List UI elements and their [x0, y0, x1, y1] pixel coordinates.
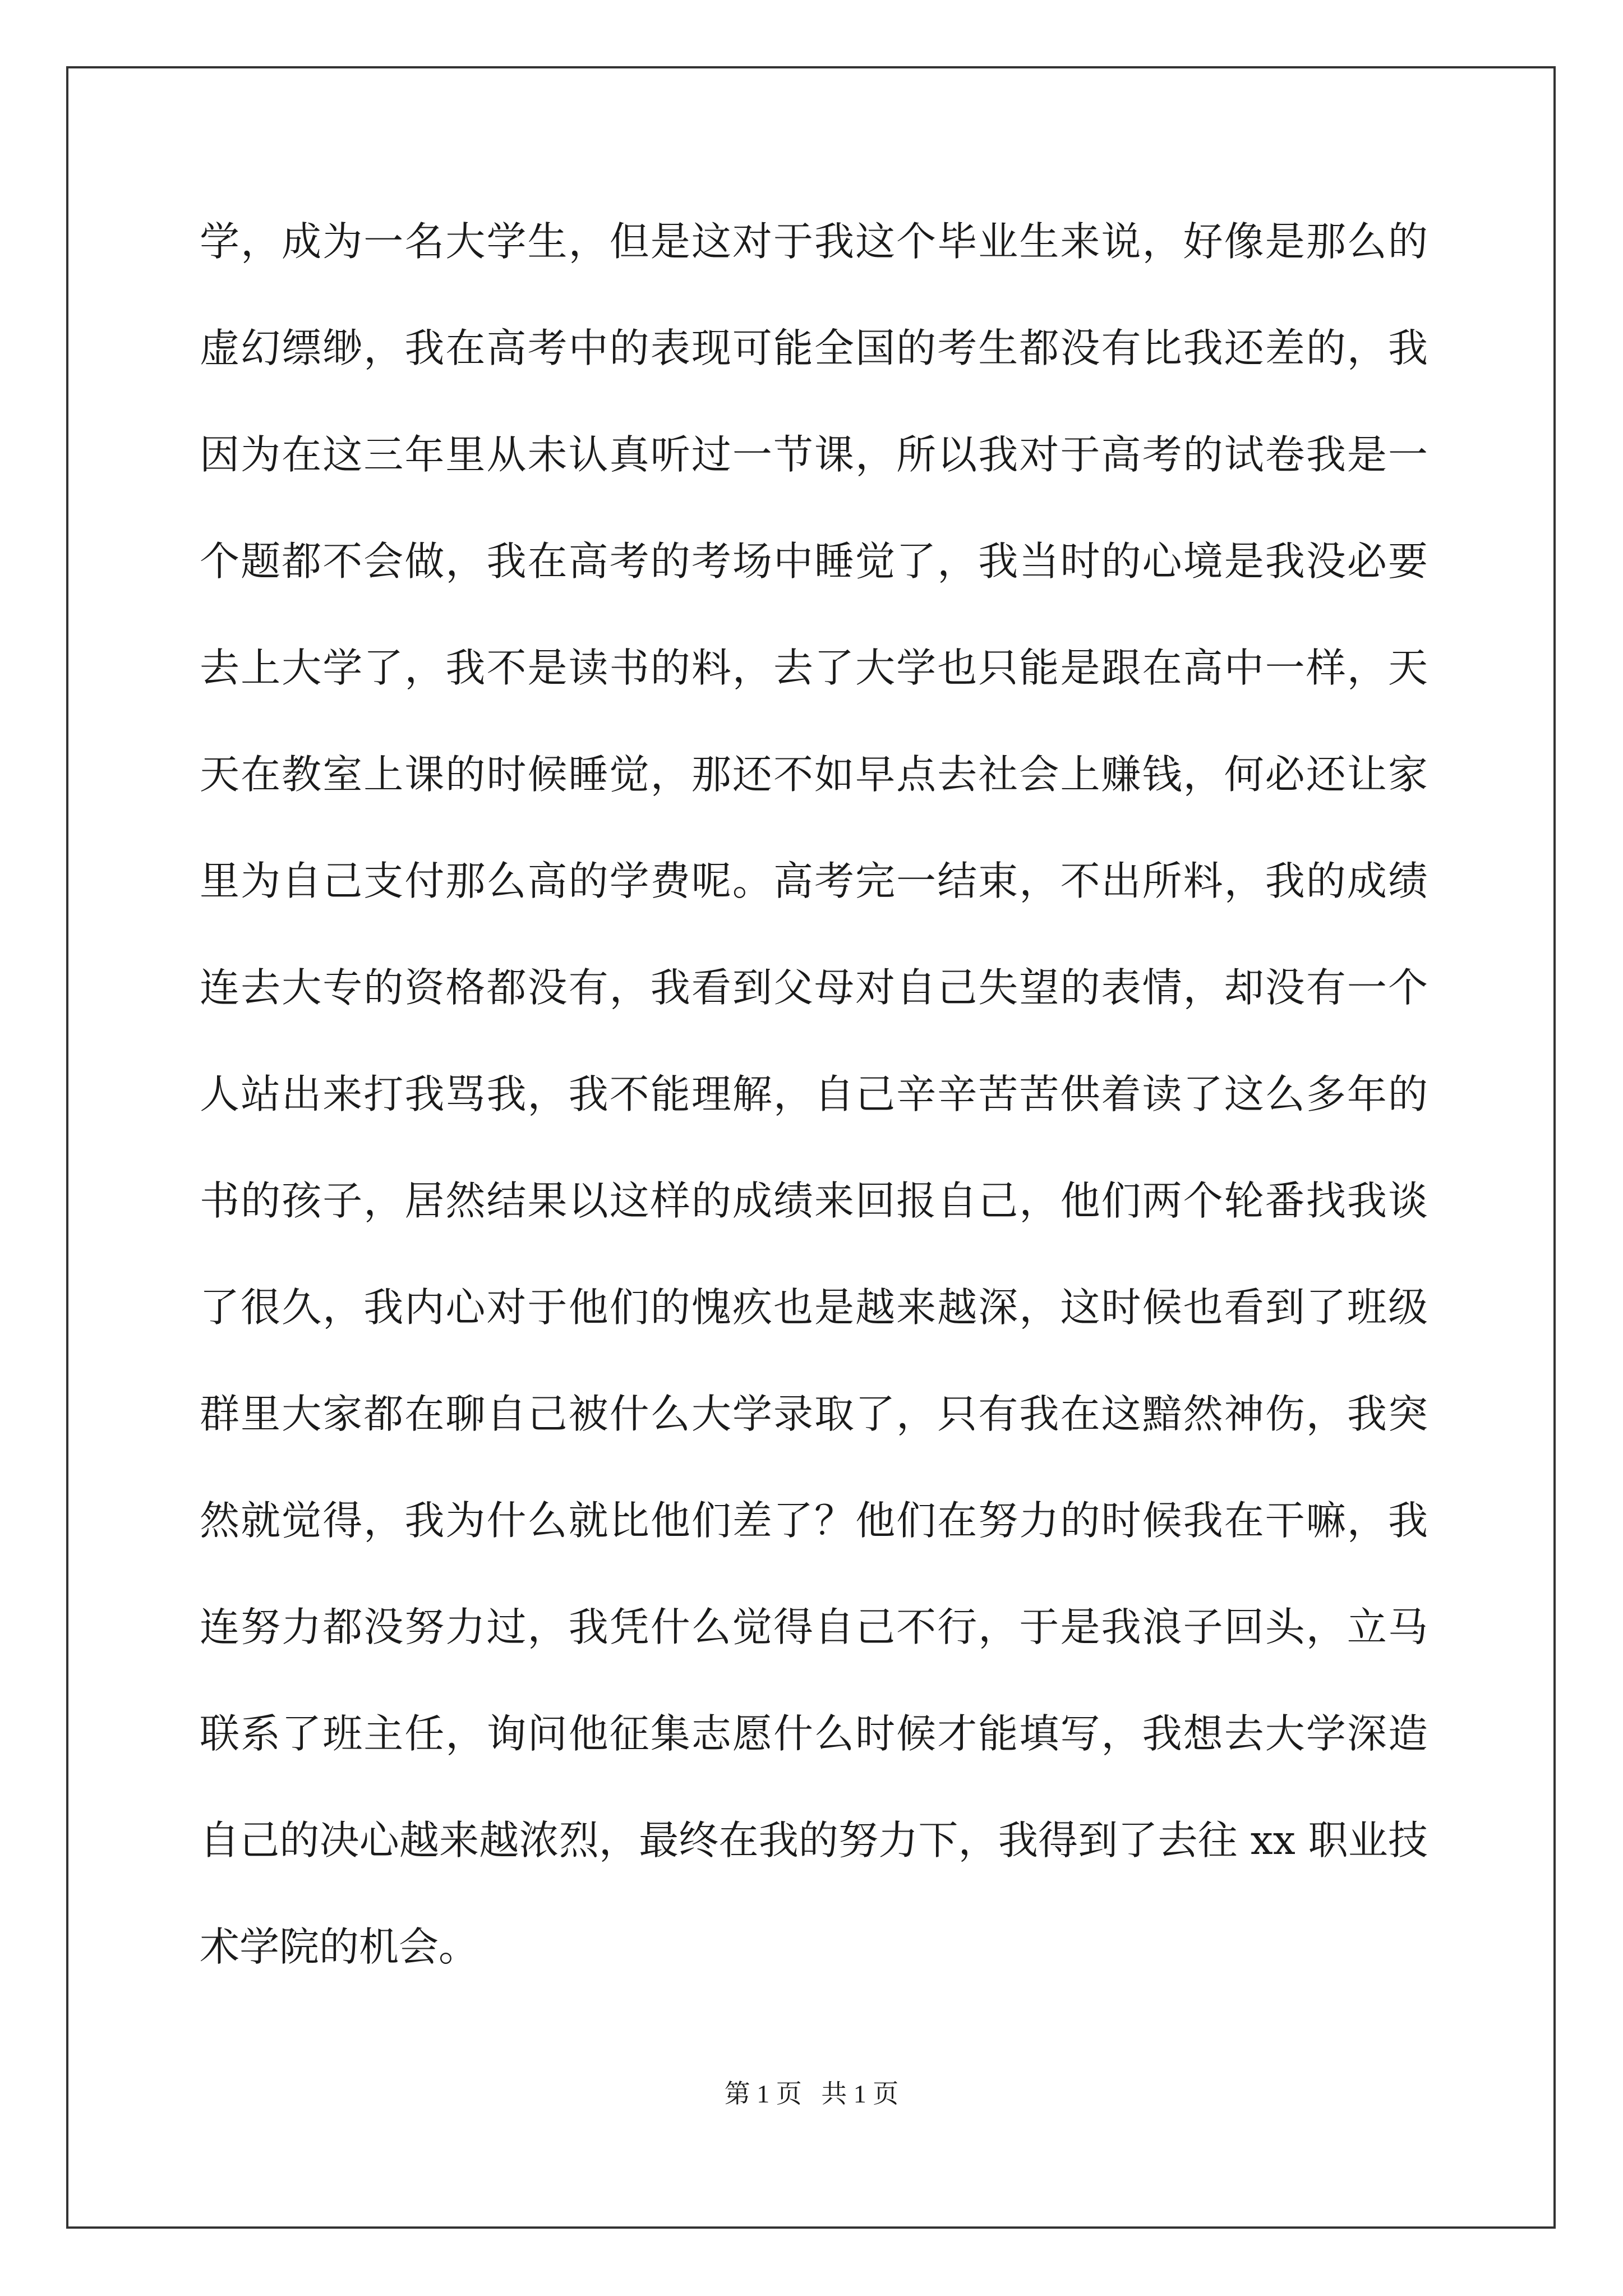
text-line: 连去大专的资格都没有，我看到父母对自己失望的表情，却没有一个	[200, 964, 1428, 1011]
text-line: 去上大学了，我不是读书的料，去了大学也只能是跟在高中一样，天	[200, 645, 1428, 691]
text-line: 连努力都没努力过，我凭什么觉得自己不行，于是我浪子回头，立马	[200, 1604, 1428, 1650]
text-line: 人站出来打我骂我，我不能理解，自己辛辛苦苦供着读了这么多年的	[200, 1071, 1428, 1117]
text-line: 了很久，我内心对于他们的愧疚也是越来越深，这时候也看到了班级	[200, 1284, 1428, 1331]
text-line: 术学院的机会。	[200, 1924, 479, 1970]
text-line: 群里大家都在聊自己被什么大学录取了，只有我在这黯然神伤，我突	[200, 1391, 1428, 1437]
text-line: 然就觉得，我为什么就比他们差了？他们在努力的时候我在干嘛，我	[200, 1497, 1428, 1544]
text-line: 学，成为一名大学生，但是这对于我这个毕业生来说，好像是那么的	[200, 218, 1428, 265]
text-line: 天在教室上课的时候睡觉，那还不如早点去社会上赚钱，何必还让家	[200, 751, 1428, 798]
page-number: 第 1 页	[724, 2079, 802, 2108]
text-line: 虚幻缥缈，我在高考中的表现可能全国的考生都没有比我还差的，我	[200, 325, 1428, 371]
page-total: 共 1 页	[821, 2079, 899, 2108]
text-line: 书的孩子，居然结果以这样的成绩来回报自己，他们两个轮番找我谈	[200, 1177, 1428, 1224]
document-body	[200, 216, 1428, 2028]
text-line: 联系了班主任，询问他征集志愿什么时候才能填写，我想去大学深造	[200, 1710, 1428, 1757]
page-footer	[0, 2073, 1623, 2110]
text-line: 自己的决心越来越浓烈，最终在我的努力下，我得到了去往 xx 职业技	[200, 1817, 1428, 1864]
text-line: 个题都不会做，我在高考的考场中睡觉了，我当时的心境是我没必要	[200, 538, 1428, 585]
text-line: 因为在这三年里从未认真听过一节课，所以我对于高考的试卷我是一	[200, 431, 1428, 478]
text-line: 里为自己支付那么高的学费呢。高考完一结束，不出所料，我的成绩	[200, 858, 1428, 904]
